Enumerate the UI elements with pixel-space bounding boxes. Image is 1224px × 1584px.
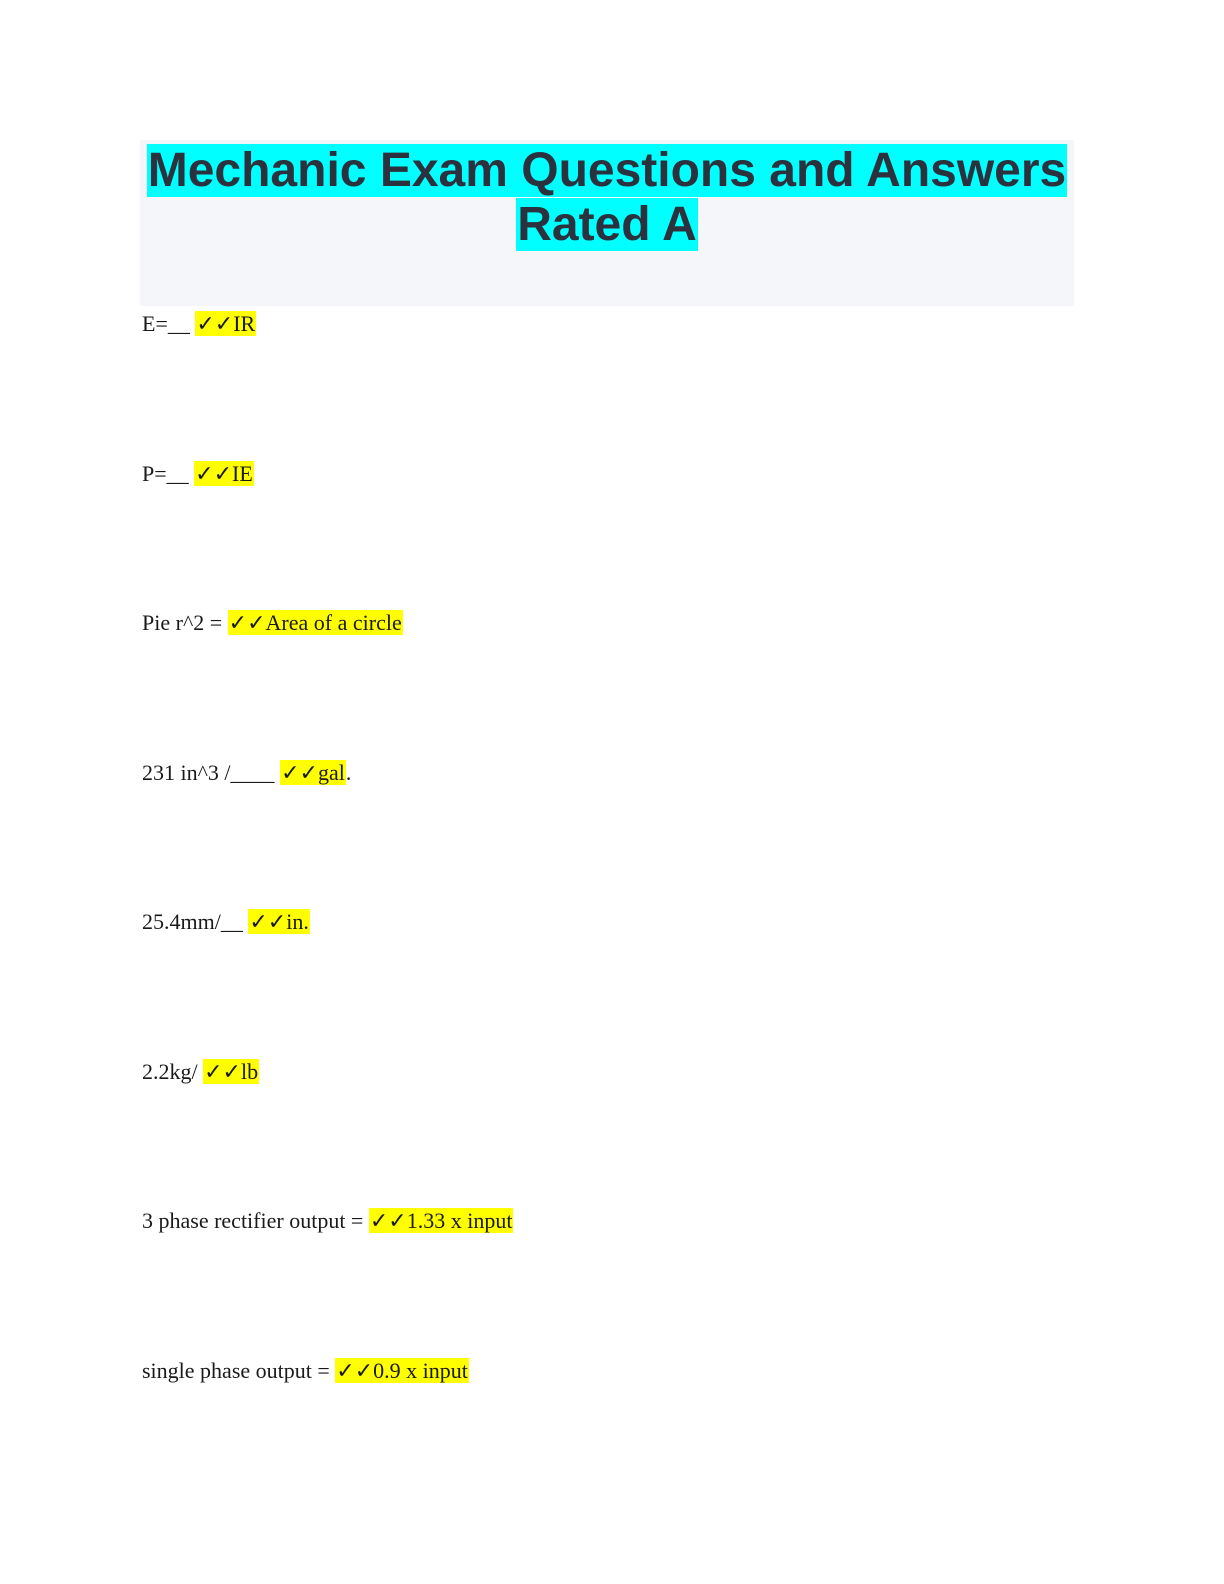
question-text: 231 in^3 /____ [142, 760, 281, 785]
answer-highlight [369, 1208, 514, 1233]
answer-text: IR [233, 311, 256, 336]
document-title-line-1: Mechanic Exam Questions and Answers [147, 144, 1067, 197]
answer-text: Area of a circle [265, 610, 402, 635]
answer-text: 1.33 x input [406, 1208, 513, 1233]
answer-highlight [195, 311, 256, 336]
answer-highlight [248, 909, 310, 934]
document-title-line-2: Rated A [517, 198, 697, 251]
qa-item [142, 758, 351, 789]
qa-item [142, 459, 254, 490]
question-text: single phase output = [142, 1358, 336, 1383]
qa-item [142, 1206, 513, 1237]
question-text: 25.4mm/__ [142, 909, 249, 934]
question-text: 3 phase rectifier output = [142, 1208, 369, 1233]
qa-item [142, 1057, 259, 1088]
title-block [140, 140, 1074, 306]
question-text: E=__ [142, 311, 196, 336]
double-check-icon: ✓✓ [281, 761, 318, 786]
answer-text: in. [286, 909, 309, 934]
qa-item [142, 309, 256, 340]
answer-text: gal [317, 760, 345, 785]
answer-highlight [203, 1059, 259, 1084]
double-check-icon: ✓✓ [195, 462, 233, 487]
double-check-icon: ✓✓ [336, 1359, 374, 1384]
qa-item [142, 1356, 469, 1387]
answer-suffix: . [345, 760, 352, 785]
double-check-icon: ✓✓ [369, 1209, 407, 1234]
answer-text: 0.9 x input [373, 1358, 468, 1383]
answer-highlight [335, 1358, 469, 1383]
answer-text: lb [241, 1059, 259, 1084]
qa-item [142, 907, 310, 938]
answer-highlight [280, 760, 346, 785]
question-text: P=__ [142, 461, 195, 486]
qa-item [142, 608, 403, 639]
double-check-icon: ✓✓ [228, 611, 266, 636]
answer-highlight [228, 610, 403, 635]
answer-text: IE [232, 461, 253, 486]
question-text: 2.2kg/ [142, 1059, 204, 1084]
question-text: Pie r^2 = [142, 610, 228, 635]
answer-highlight [194, 461, 254, 486]
double-check-icon: ✓✓ [196, 312, 234, 337]
double-check-icon: ✓✓ [249, 910, 287, 935]
double-check-icon: ✓✓ [204, 1060, 241, 1085]
